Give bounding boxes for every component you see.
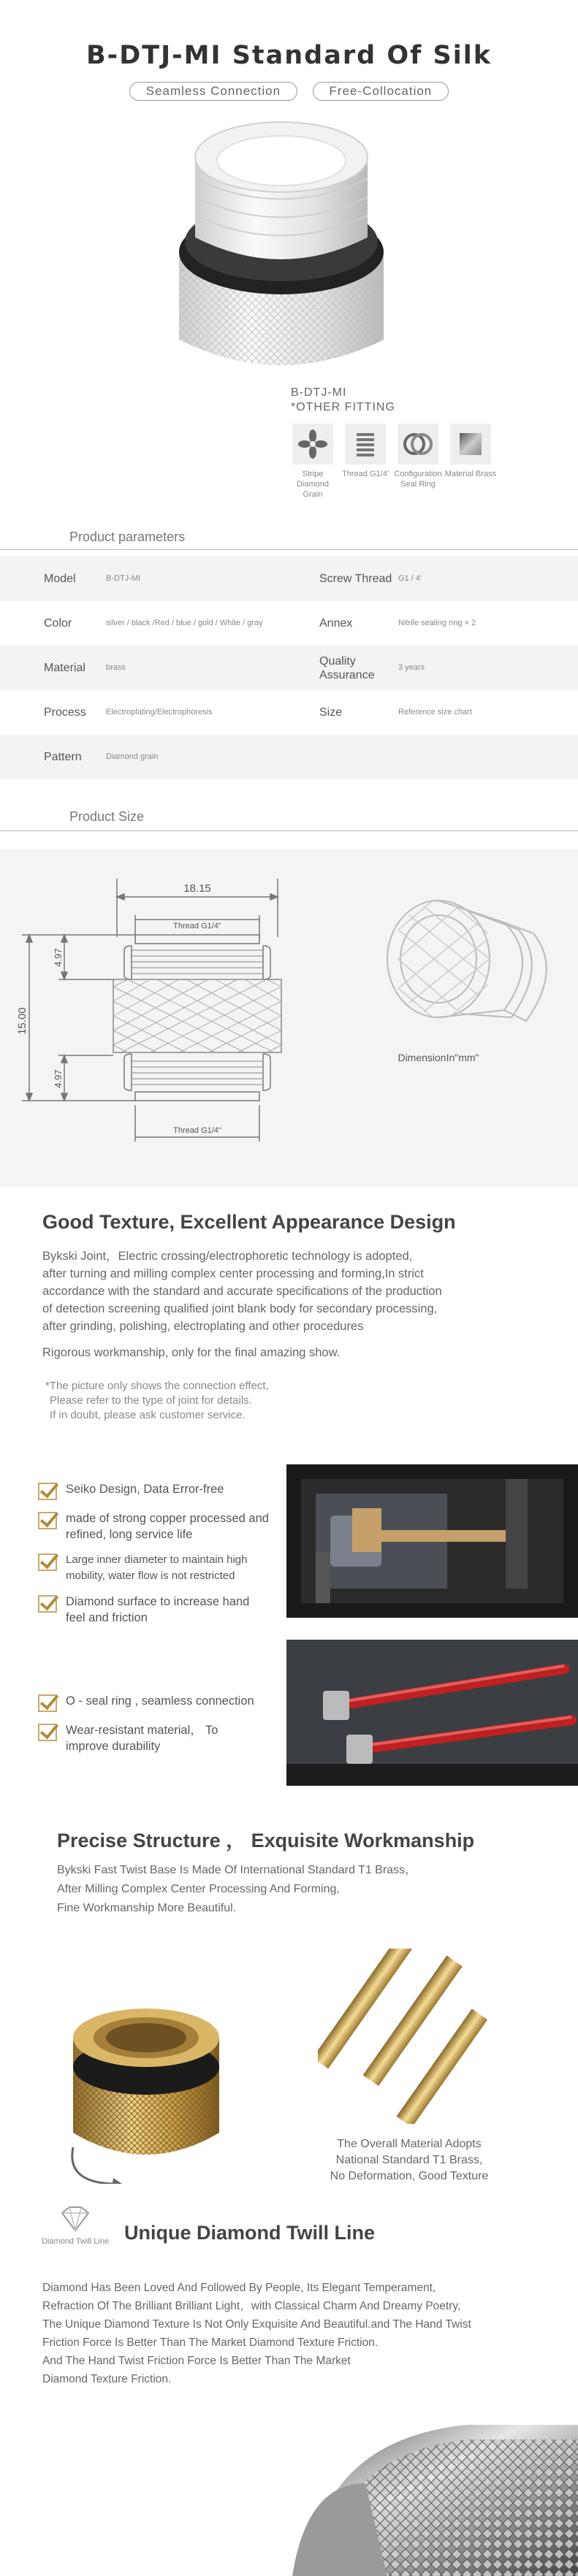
param-value: brass: [106, 663, 126, 672]
structure-title: Precise Structure ， Exquisite Workmanship: [57, 1830, 475, 1851]
texture-line: after turning and milling complex center processing and forming,In strict: [42, 1267, 424, 1280]
texture-title: Good Texture, Excellent Appearance Design: [42, 1211, 456, 1233]
param-value: Reference size chart: [398, 708, 472, 716]
twill-line: Friction Force Is Better Than The Market Diamond Texture Friction.: [42, 2336, 379, 2349]
params-divider: [0, 549, 578, 550]
structure-line: Fine Workmanship More Beautiful.: [57, 1902, 237, 1914]
feature-seal-ring: [392, 424, 444, 489]
dimension-unit-label: DimensionIn"mm": [398, 1052, 479, 1063]
tag-free-collocation: Free-Collocation: [313, 82, 449, 101]
seal-ring-icon: [398, 424, 438, 465]
param-value: silver / black /Red / blue / gold / White / gray: [106, 619, 263, 627]
twill-line: And The Hand Twist Friction Force Is Better Than The Market: [42, 2355, 351, 2367]
param-label: Size: [319, 706, 343, 719]
hero-section: [0, 0, 578, 511]
stripe-diamond-grain-icon: [292, 424, 333, 465]
page-title: B-DTJ-MI Standard Of Silk: [85, 41, 492, 70]
feature-icons: [286, 424, 506, 504]
feature-caption: Configuration Seal Ring: [394, 470, 442, 489]
param-label: Material: [44, 662, 85, 674]
checkmark-icon: [38, 1724, 57, 1741]
check-text: O - seal ring , seamless connection: [66, 1694, 254, 1708]
param-label: Pattern: [44, 751, 82, 763]
note-line: If in doubt, please ask customer service.: [50, 1409, 246, 1421]
param-label: Screw Thread: [319, 573, 392, 585]
check-text: Wear-resistant material， To improve durability: [66, 1724, 218, 1753]
check-text: made of strong copper processed and refined, long service life: [66, 1512, 269, 1541]
check-item: [38, 1722, 286, 1760]
model-subtitle: *OTHER FITTING: [291, 401, 395, 413]
check-item: [38, 1481, 286, 1503]
tag-seamless-connection: Seamless Connection: [129, 82, 297, 101]
feature-caption: Thread G1/4': [342, 470, 389, 478]
model-label: [291, 386, 395, 415]
table-row: [0, 690, 578, 735]
table-row: [0, 557, 578, 601]
checkmark-icon: [38, 1694, 57, 1712]
dim-width-label: 18.15: [183, 882, 211, 895]
param-label: Model: [44, 573, 76, 585]
checkmark-icon: [38, 1595, 57, 1613]
brass-material-icon: [450, 424, 491, 465]
checkmark-icon: [38, 1512, 57, 1529]
check-item: [38, 1693, 286, 1715]
twill-line: Diamond Texture Friction.: [42, 2373, 172, 2385]
fitting-product-image: [150, 99, 413, 413]
checkmark-icon: [38, 1553, 57, 1571]
check-text: Diamond surface to increase hand feel and friction: [66, 1595, 250, 1624]
texture-note: [45, 1379, 269, 1423]
structure-line: After Milling Complex Center Processing And Forming,: [57, 1883, 340, 1895]
caption-line: The Overall Material Adopts: [337, 2138, 482, 2150]
texture-line: after grinding, polishing, electroplating and other procedures: [42, 1320, 364, 1333]
param-value: Nitrile sealing ring × 2: [398, 619, 476, 627]
feature-thread: [339, 424, 392, 479]
thread-bottom-label: Thread G1/4": [173, 1126, 221, 1135]
feature-caption: Stripe Diamond Grain: [296, 470, 330, 499]
check-text: Large inner diameter to maintain high mobility, water flow is not restricted: [66, 1553, 248, 1582]
table-row: [0, 735, 578, 779]
check-item: [38, 1510, 286, 1548]
structure-caption: [289, 2136, 530, 2185]
size-heading: Product Size: [69, 809, 145, 824]
check-text: Seiko Design, Data Error-free: [66, 1483, 224, 1496]
fitting-line-drawing: [387, 901, 547, 1021]
size-divider: [0, 830, 578, 831]
brass-rods-photo: [318, 1949, 552, 2124]
param-value: G1 / 4': [398, 574, 422, 583]
twill-description: [42, 2279, 569, 2388]
param-label: Quality Assurance: [319, 654, 375, 681]
param-value: Diamond grain: [106, 752, 159, 761]
param-value: 3 years: [398, 663, 425, 672]
dim-thread-top-label: 4.97: [53, 948, 64, 967]
texture-line: accordance with the standard and accurate specifications of the production: [42, 1285, 442, 1298]
knurl-closeup-photo: [278, 2396, 578, 2576]
dimension-drawing: [0, 849, 578, 1187]
thread-icon: [345, 424, 386, 465]
texture-line: of detection screening qualified joint blank body for secondary processing,: [42, 1302, 438, 1315]
logo-text: Diamond Twill Line: [41, 2237, 110, 2246]
table-row: [0, 601, 578, 646]
texture-description: [42, 1247, 569, 1335]
param-value: Electroplating/Electrophoresis: [106, 708, 213, 716]
diamond-icon: [56, 2206, 94, 2233]
twill-title: Unique Diamond Twill Line: [124, 2222, 375, 2244]
param-label: Color: [44, 617, 72, 630]
dim-thread-bottom-label: 4.97: [53, 1069, 64, 1088]
twill-line: The Unique Diamond Texture Is Not Only Exquisite And Beautiful.and The Hand Twist: [42, 2318, 471, 2331]
dim-height-label: 15.00: [16, 1007, 28, 1035]
caption-line: National Standard T1 Brass,: [335, 2154, 483, 2166]
note-line: Please refer to the type of joint for details.: [50, 1394, 252, 1407]
checkmark-icon: [38, 1483, 57, 1500]
structure-line: Bykski Fast Twist Base Is Made Of International Standard T1 Brass，: [57, 1864, 417, 1876]
feature-stripe-diamond-grain: [286, 424, 339, 500]
structure-description: [57, 1861, 417, 1918]
param-label: Process: [44, 706, 86, 719]
table-row: [0, 646, 578, 690]
thread-top-label: Thread G1/4": [173, 922, 221, 930]
twill-line: Diamond Has Been Loved And Followed By People, Its Elegant Temperament,: [42, 2282, 436, 2294]
note-line: *The picture only shows the connection effect,: [45, 1380, 269, 1392]
param-label: Annex: [319, 617, 353, 630]
feature-caption: Material Brass: [444, 470, 497, 478]
diamond-twill-logo: [35, 2206, 115, 2246]
params-heading: Product parameters: [69, 530, 186, 544]
param-value: B-DTJ-MI: [106, 574, 141, 583]
twill-line: Refraction Of The Brilliant Brilliant Light，with Classical Charm And Dreamy Poetry,: [42, 2300, 461, 2312]
check-item: [38, 1594, 286, 1632]
tubing-photo: [286, 1640, 578, 1786]
texture-line: Bykski Joint，Electric crossing/electrophoretic technology is adopted,: [42, 1250, 413, 1263]
texture-tagline: Rigorous workmanship, only for the final amazing show.: [42, 1346, 341, 1359]
size-drawing-area: [0, 849, 578, 1187]
brass-fitting-photo: [29, 1965, 263, 2184]
check-item: [38, 1552, 286, 1590]
params-table: [0, 557, 578, 779]
feature-material-brass: [444, 424, 497, 479]
connection-photo: [286, 1464, 578, 1618]
caption-line: No Deformation, Good Texture: [330, 2170, 489, 2182]
model-code: B-DTJ-MI: [291, 386, 347, 399]
